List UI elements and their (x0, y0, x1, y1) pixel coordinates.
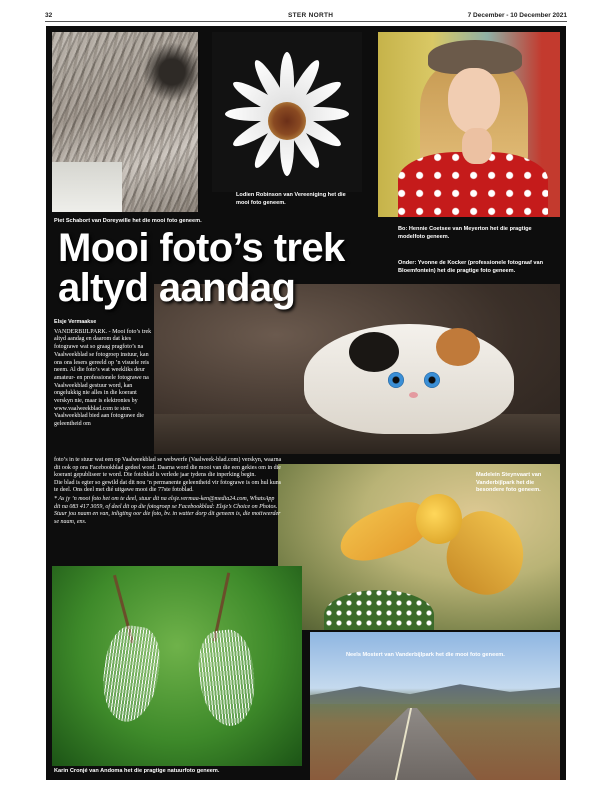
article-paragraph: VANDERBIJLPARK. - Mooi foto’s trek altyd aandag en daarom dat kies fotograwe wat so graag pragfoto’s na Vaalweekblad se fotogroep instuur, kan ons ons lesers gereeld op ’n visuele reis neem. Al die foto’s wat weekliks deur amateur- en professionele fotograwe na Vaalweekblad gestuur word, kan ongelukkig nie alles in die koerant verskyn nie, maar is elektronies by www.vaalweekblad.com te sien. Vaalweekblad bied aan fotograwe die geleentheid om (54, 328, 152, 428)
page-number: 32 (45, 12, 53, 19)
model-face (448, 68, 500, 134)
kitten-black-patch (349, 332, 399, 372)
photo-spread (46, 26, 566, 780)
publication-name: STER NORTH (288, 12, 334, 19)
seed-tuft (98, 623, 165, 726)
article-column (54, 319, 154, 429)
daisy-photo (212, 32, 362, 192)
article-byline: Elsje Vermaakse (54, 319, 97, 325)
caption-rock: Piet Schabort van Doreywille het die mooi foto geneem. (54, 218, 202, 224)
seedhead-photo (52, 566, 302, 766)
headline (58, 228, 388, 308)
road-surface (330, 708, 480, 780)
kitten-eye-left (388, 372, 404, 388)
flowering-bush (324, 590, 434, 630)
rock-hollow (142, 42, 198, 102)
headline-line-2: altyd aandag (58, 266, 296, 310)
submission-note: * As jy ’n mooi foto het om te deel, stuur dit na elsje.vermaa-ken@media24.com, WhatsApp dit na 083 417 3059, of deel dit op die fotogroep se Facebookblad: Elsje’s Choice on Photos. Stuur jou naam en van, inligting oor die foto, bv. in watter dorp dit geneem is, die motiveerder se naam, ens. (54, 495, 281, 525)
kitten-body (304, 324, 514, 434)
kitten-nose (409, 392, 418, 398)
bird-body (416, 494, 462, 544)
caption-model: Bo: Hennie Coetsee van Meyerton het die pragtige modelfoto geneem. (398, 226, 532, 240)
rock-sky-gap (52, 162, 122, 212)
kitten-eye-right (424, 372, 440, 388)
header-rule (45, 21, 567, 22)
issue-date: 7 December - 10 December 2021 (467, 12, 567, 19)
article-paragraph: Die blad is egter so gewild dat dit nou ’n permanente geleentheid vir fotograwe is om hul kuns te deel. Ons deel met dié uitgawe mooi die 77ste fotoblad. (54, 479, 282, 494)
kitten-ginger-patch (436, 328, 480, 366)
daisy-center (268, 102, 306, 140)
caption-seedhead: Karin Cronjé van Andoma het die pragtige natuurfoto geneem. (54, 768, 220, 774)
model-hand (462, 128, 492, 164)
caption-road: Neels Mostert van Vanderbijlpark het die mooi foto geneem. (346, 652, 505, 658)
article-paragraph: foto’s in te stuur wat een op Vaalweekblad se webwerfe (Vaalweek-blad.com) verskyn, waarna dit ook op ons Facebookblad gedeel word. Daarna word die mooi van die een gekies om in die koerant gepubliseer te word. Die fotoblad is verlede jaar tydens die inperking begin. (54, 457, 282, 479)
mountain-range (310, 682, 560, 704)
caption-bird: Madelein Steynvaart van Vanderbijlpark het die besondere foto geneem. (476, 472, 542, 494)
headline-line-1: Mooi foto’s trek (58, 226, 345, 270)
rock-photo (52, 32, 198, 212)
seed-tuft (195, 627, 259, 728)
caption-daisy: Lodien Robinson van Vereeniging het die mooi foto geneem. (236, 192, 346, 206)
article-wide-column (54, 457, 282, 526)
caption-kitten: Onder: Yvonne de Kocker (professionele fotograaf van Bloemfontein) het die pragtige foto geneem. (398, 260, 544, 274)
model-photo (378, 32, 560, 217)
